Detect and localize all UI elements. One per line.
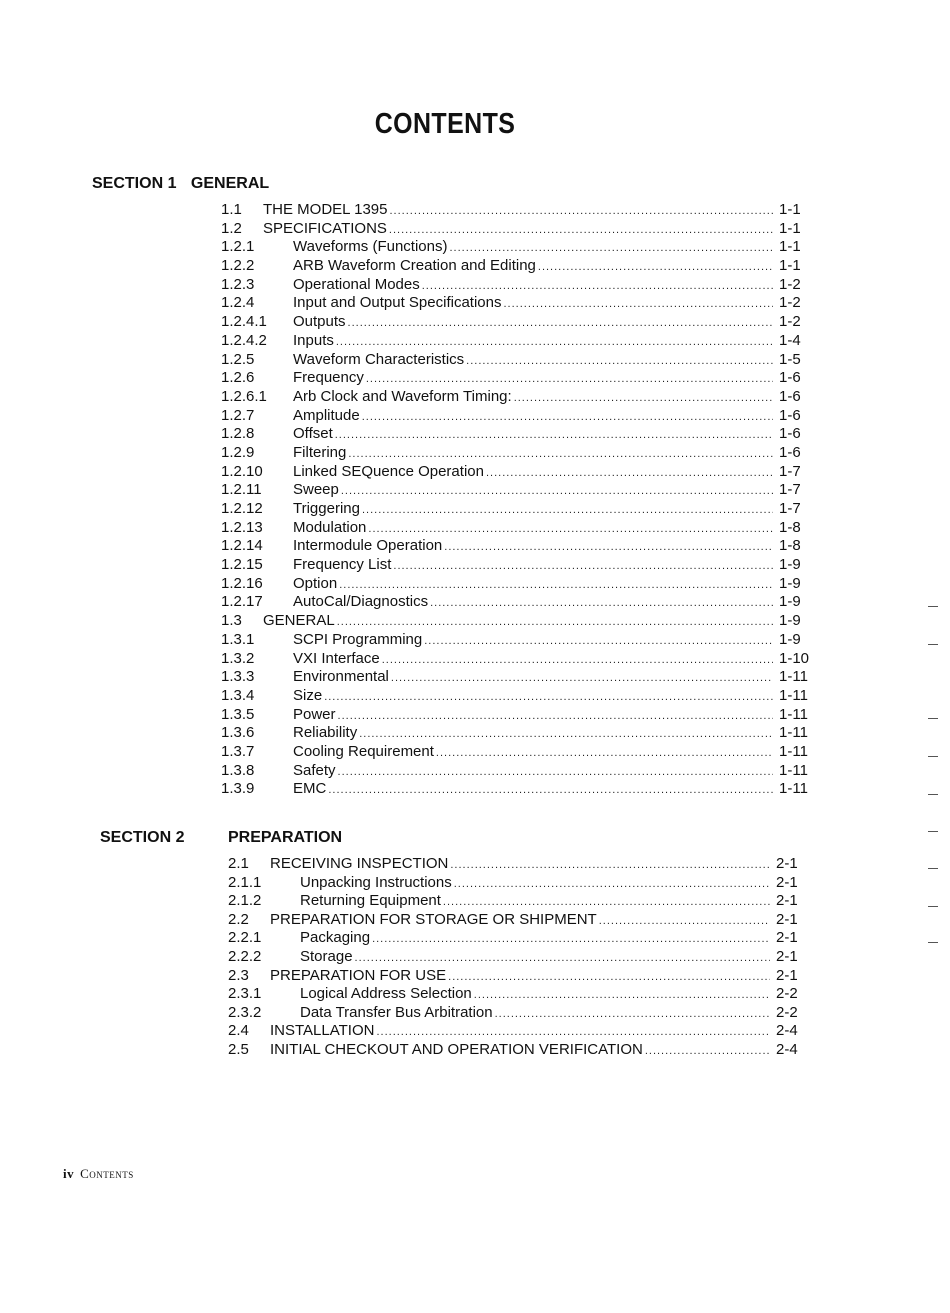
toc-entry-page: 2-1 [776, 892, 798, 910]
dot-leader [348, 448, 773, 460]
toc-entry [221, 313, 821, 332]
toc-entry-number: 2.2 [228, 910, 249, 928]
toc-entry-number: 1.2.15 [221, 556, 263, 574]
toc-entry-number: 1.2.13 [221, 518, 263, 536]
footer-label: Contents [80, 1166, 134, 1181]
toc-entry [221, 500, 821, 519]
toc-entry-title: Frequency List [293, 556, 392, 574]
toc-entry-page: 1-9 [779, 556, 801, 574]
toc-entry [221, 220, 821, 239]
toc-entry-page: 2-2 [776, 985, 798, 1003]
toc-entry [221, 706, 821, 725]
toc-entry-number: 1.3.2 [221, 649, 255, 667]
toc-entry-number: 1.2.12 [221, 500, 263, 517]
toc-entry-number: 1.2.3 [221, 275, 255, 293]
toc-entry [221, 650, 821, 669]
toc-entry-number: 1.2.8 [221, 425, 255, 443]
toc-entry-number: 1.3.7 [221, 742, 255, 760]
dot-leader [391, 672, 773, 684]
toc-entry-page: 2-1 [776, 873, 798, 891]
toc-entry-number: 1.3.9 [221, 780, 255, 798]
dot-leader [449, 242, 773, 254]
toc-entry-title: Triggering [293, 500, 360, 517]
toc-entry-page: 2-1 [776, 910, 798, 928]
toc-entry-title: VXI Interface [293, 649, 380, 667]
toc-entry-title: GENERAL [263, 612, 335, 630]
toc-entry-title: SPECIFICATIONS [263, 219, 387, 237]
dot-leader [430, 597, 773, 609]
toc-entry [221, 201, 821, 220]
toc-entry-number: 1.3.4 [221, 686, 255, 704]
toc-entry [221, 687, 821, 706]
dot-leader [599, 915, 770, 927]
toc-entry-page: 1-11 [779, 668, 808, 686]
toc-entry-title: Option [293, 574, 338, 592]
toc-entry-title: Storage [300, 947, 353, 965]
toc-entry-page: 1-1 [779, 257, 801, 275]
toc-entry-title: Offset [293, 425, 333, 443]
toc-entry [221, 351, 821, 370]
toc-entry-page: 2-4 [776, 1022, 798, 1040]
toc-entry [221, 631, 821, 650]
dot-leader [390, 205, 774, 217]
dot-leader [538, 261, 773, 273]
dot-leader [450, 859, 770, 871]
toc-entry-number: 1.2.7 [221, 406, 255, 424]
toc-entry-number: 1.3.3 [221, 668, 255, 686]
toc-entry-number: 2.2.2 [228, 947, 262, 965]
toc-entry [221, 593, 821, 612]
toc-entry [221, 332, 821, 351]
toc-entry [221, 238, 821, 257]
toc-entry-page: 2-1 [776, 855, 798, 872]
dot-leader [338, 710, 773, 722]
toc-entry-page: 1-7 [779, 462, 801, 480]
toc-entry-title: Power [293, 705, 336, 723]
toc-entry [221, 425, 821, 444]
toc-entry-number: 1.2.4.2 [221, 331, 267, 349]
toc-entry [221, 575, 821, 594]
margin-mark [928, 606, 938, 607]
toc-entry-title: Operational Modes [293, 275, 420, 293]
section-1-heading [92, 175, 269, 193]
section-2-name: PREPARATION [228, 829, 343, 846]
toc-entry-number: 1.3.1 [221, 630, 255, 648]
toc-entry-title: Reliability [293, 724, 358, 742]
margin-mark [928, 831, 938, 832]
toc-entry-number: 1.2.4 [221, 294, 255, 312]
toc-entry-page: 1-6 [779, 387, 801, 405]
toc-entry-number: 1.2.11 [221, 481, 262, 499]
toc-entry-title: Waveforms (Functions) [293, 238, 448, 256]
margin-mark [928, 906, 938, 907]
toc-entry [228, 948, 818, 967]
section-1-toc [221, 201, 821, 799]
dot-leader [376, 1026, 770, 1038]
dot-leader [335, 429, 773, 441]
dot-leader [372, 933, 770, 945]
toc-entry-page: 1-6 [779, 425, 801, 443]
toc-entry-title: Data Transfer Bus Arbitration [300, 1003, 493, 1021]
toc-entry [228, 855, 818, 874]
toc-entry [221, 463, 821, 482]
section-2-heading [100, 829, 343, 847]
toc-entry [221, 481, 821, 500]
toc-entry [221, 612, 821, 631]
toc-entry-title: INITIAL CHECKOUT AND OPERATION VERIFICATION [270, 1040, 643, 1058]
margin-mark [928, 868, 938, 869]
toc-entry-number: 1.1 [221, 201, 242, 218]
toc-entry-number: 2.3 [228, 966, 249, 984]
toc-entry [228, 874, 818, 893]
toc-entry-title: Linked SEQuence Operation [293, 462, 484, 480]
dot-leader [424, 635, 773, 647]
toc-entry-page: 1-8 [779, 537, 801, 555]
page-footer [63, 1166, 134, 1182]
toc-entry-page: 1-7 [779, 481, 801, 499]
margin-mark [928, 756, 938, 757]
toc-entry [221, 388, 821, 407]
section-1-label: SECTION 1 [92, 175, 177, 192]
toc-entry-page: 1-11 [779, 724, 808, 742]
toc-entry-title: Returning Equipment [300, 892, 441, 910]
toc-entry-title: Outputs [293, 313, 346, 331]
dot-leader [355, 952, 770, 964]
dot-leader [336, 336, 773, 348]
toc-entry [228, 967, 818, 986]
toc-entry-page: 2-1 [776, 966, 798, 984]
toc-entry [221, 668, 821, 687]
toc-entry-title: Amplitude [293, 406, 360, 424]
toc-entry-title: Input and Output Specifications [293, 294, 502, 312]
toc-entry-page: 2-1 [776, 947, 798, 965]
footer-page-number: iv [63, 1166, 75, 1181]
toc-entry-page: 1-9 [779, 630, 801, 648]
toc-entry-title: Filtering [293, 443, 347, 461]
toc-entry-page: 1-11 [779, 705, 808, 723]
toc-entry [221, 537, 821, 556]
toc-entry-page: 2-1 [776, 929, 798, 947]
toc-entry-number: 1.2.2 [221, 257, 255, 275]
toc-entry-number: 1.2.1 [221, 238, 255, 256]
margin-mark [928, 794, 938, 795]
toc-entry-number: 1.3.6 [221, 724, 255, 742]
dot-leader [444, 541, 773, 553]
toc-entry-number: 1.3 [221, 612, 242, 630]
toc-entry-title: Unpacking Instructions [300, 873, 452, 891]
toc-entry-title: ARB Waveform Creation and Editing [293, 257, 536, 275]
dot-leader [341, 485, 773, 497]
dot-leader [474, 989, 770, 1001]
dot-leader [393, 560, 773, 572]
toc-entry-title: Logical Address Selection [300, 985, 472, 1003]
toc-entry [221, 407, 821, 426]
toc-entry-title: Intermodule Operation [293, 537, 443, 555]
toc-entry-page: 1-11 [779, 761, 808, 779]
toc-entry-number: 1.2 [221, 219, 242, 237]
toc-entry-number: 1.3.8 [221, 761, 255, 779]
toc-entry-title: PREPARATION FOR USE [270, 966, 447, 984]
dot-leader [382, 654, 773, 666]
toc-entry-number: 1.2.9 [221, 443, 255, 461]
dot-leader [422, 280, 773, 292]
toc-entry-page: 1-1 [779, 219, 801, 237]
toc-entry-title: Packaging [300, 929, 371, 947]
toc-entry-title: Inputs [293, 331, 334, 349]
toc-entry-title: Modulation [293, 518, 367, 536]
dot-leader [362, 411, 773, 423]
toc-entry [221, 519, 821, 538]
toc-entry-page: 2-4 [776, 1040, 798, 1058]
toc-entry-number: 2.2.1 [228, 929, 262, 947]
toc-entry-page: 1-5 [779, 350, 801, 368]
toc-entry [228, 929, 818, 948]
margin-mark [928, 942, 938, 943]
toc-entry-page: 1-9 [779, 612, 801, 630]
toc-entry [221, 724, 821, 743]
dot-leader [448, 971, 770, 983]
toc-entry-page: 1-1 [779, 238, 801, 256]
toc-entry-title: INSTALLATION [270, 1022, 375, 1040]
toc-entry-number: 1.2.17 [221, 593, 263, 611]
toc-entry-title: RECEIVING INSPECTION [270, 855, 449, 872]
toc-entry [221, 444, 821, 463]
toc-entry-page: 1-7 [779, 500, 801, 517]
dot-leader [328, 784, 773, 796]
section-2-toc [228, 855, 818, 1060]
toc-entry-title: Waveform Characteristics [293, 350, 465, 368]
toc-entry-title: EMC [293, 780, 327, 798]
toc-entry-page: 1-9 [779, 574, 801, 592]
dot-leader [324, 691, 773, 703]
toc-entry-page: 1-6 [779, 369, 801, 387]
toc-entry-page: 1-6 [779, 406, 801, 424]
toc-entry-number: 2.5 [228, 1040, 249, 1058]
dot-leader [495, 1008, 770, 1020]
toc-entry-number: 2.3.1 [228, 985, 262, 1003]
dot-leader [454, 878, 770, 890]
dot-leader [389, 224, 773, 236]
toc-entry-title: Safety [293, 761, 336, 779]
toc-entry [221, 369, 821, 388]
toc-entry [228, 1041, 818, 1060]
toc-entry [221, 762, 821, 781]
dot-leader [486, 467, 773, 479]
toc-entry-number: 1.3.5 [221, 705, 255, 723]
toc-entry-number: 2.1.2 [228, 892, 262, 910]
toc-entry-number: 1.2.6.1 [221, 387, 267, 405]
toc-entry-page: 1-10 [779, 649, 810, 667]
toc-entry-title: AutoCal/Diagnostics [293, 593, 429, 611]
toc-entry [221, 780, 821, 799]
dot-leader [366, 373, 773, 385]
toc-entry-page: 1-2 [779, 313, 801, 331]
toc-entry [221, 276, 821, 295]
toc-entry [228, 892, 818, 911]
toc-entry-number: 1.2.5 [221, 350, 255, 368]
dot-leader [362, 504, 773, 516]
margin-mark [928, 644, 938, 645]
toc-entry-title: THE MODEL 1395 [263, 201, 388, 218]
dot-leader [436, 747, 773, 759]
dot-leader [337, 616, 773, 628]
toc-entry [228, 1022, 818, 1041]
dot-leader [359, 728, 773, 740]
toc-entry [221, 743, 821, 762]
dot-leader [466, 355, 773, 367]
toc-entry-number: 1.2.10 [221, 462, 263, 480]
toc-entry [228, 985, 818, 1004]
toc-entry-page: 1-2 [779, 275, 801, 293]
page-title: CONTENTS [374, 108, 516, 140]
dot-leader [348, 317, 773, 329]
toc-entry-number: 1.2.14 [221, 537, 263, 555]
toc-entry-title: Size [293, 686, 323, 704]
toc-entry-title: Arb Clock and Waveform Timing: [293, 387, 512, 405]
toc-entry-title: PREPARATION FOR STORAGE OR SHIPMENT [270, 910, 597, 928]
toc-entry-number: 1.2.16 [221, 574, 263, 592]
toc-entry-title: Environmental [293, 668, 389, 686]
dot-leader [514, 392, 773, 404]
toc-entry-number: 2.4 [228, 1022, 249, 1040]
dot-leader [645, 1045, 770, 1057]
toc-entry-title: Cooling Requirement [293, 742, 434, 760]
toc-entry-page: 1-6 [779, 443, 801, 461]
toc-entry-page: 1-8 [779, 518, 801, 536]
dot-leader [339, 579, 773, 591]
section-2-label: SECTION 2 [100, 829, 185, 846]
margin-mark [928, 718, 938, 719]
toc-entry-number: 2.1 [228, 855, 249, 872]
toc-entry [228, 911, 818, 930]
toc-entry [228, 1004, 818, 1023]
toc-entry [221, 257, 821, 276]
dot-leader [443, 896, 770, 908]
toc-entry [221, 294, 821, 313]
toc-entry-page: 2-2 [776, 1003, 798, 1021]
toc-entry-page: 1-4 [779, 331, 801, 349]
toc-entry [221, 556, 821, 575]
toc-entry-number: 2.1.1 [228, 873, 262, 891]
toc-entry-page: 1-2 [779, 294, 801, 312]
section-1-name: GENERAL [190, 175, 270, 192]
dot-leader [503, 298, 773, 310]
toc-entry-title: Frequency [293, 369, 364, 387]
toc-entry-title: Sweep [293, 481, 339, 499]
dot-leader [368, 523, 773, 535]
toc-entry-page: 1-1 [779, 201, 801, 218]
toc-entry-title: SCPI Programming [293, 630, 423, 648]
toc-entry-number: 1.2.4.1 [221, 313, 267, 331]
toc-entry-page: 1-11 [779, 742, 808, 760]
dot-leader [338, 766, 773, 778]
toc-entry-page: 1-11 [779, 686, 808, 704]
toc-entry-page: 1-11 [779, 780, 808, 798]
toc-entry-number: 2.3.2 [228, 1003, 262, 1021]
toc-entry-page: 1-9 [779, 593, 801, 611]
toc-entry-number: 1.2.6 [221, 369, 255, 387]
